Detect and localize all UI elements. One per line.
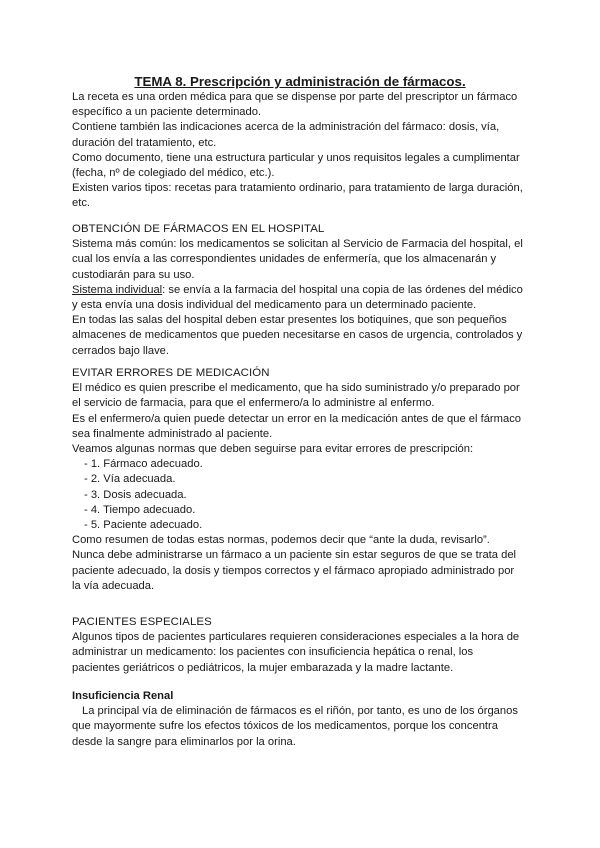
page-title: TEMA 8. Prescripción y administración de fármacos. bbox=[134, 74, 466, 89]
errores-heading: EVITAR ERRORES DE MEDICACIÓN bbox=[72, 367, 270, 379]
list-item: - 2. Vía adecuada. bbox=[84, 473, 176, 486]
sistema-individual-label: Sistema individual bbox=[72, 283, 163, 296]
errores-paragraph-1: El médico es quien prescribe el medicamento, que ha sido suministrado y/o preparado por el servicio de farmacia, para que el enfermero/a lo administre al enfermo. bbox=[72, 382, 520, 410]
renal-section bbox=[72, 689, 524, 750]
normas-list bbox=[72, 457, 524, 533]
obtencion-section bbox=[72, 222, 524, 359]
obtencion-heading: OBTENCIÓN DE FÁRMACOS EN EL HOSPITAL bbox=[72, 223, 325, 235]
pacientes-paragraph-1: Algunos tipos de pacientes particulares requieren consideraciones especiales a la hora de administrar un medicamento: los pacientes con insuficiencia hepática o renal, los pacientes geriátricos o pediátricos, la mujer embarazada y la madre lactante. bbox=[72, 631, 520, 674]
obtencion-paragraph-1: Sistema más común: los medicamentos se solicitan al Servicio de Farmacia del hospital, el cual los envía a las correspondientes unidades de enfermería, que los almacenarán y custodiarán para su uso. bbox=[72, 238, 523, 281]
intro-paragraph-1: La receta es una orden médica para que se dispense por parte del prescriptor un fármaco específico a un paciente determinado. bbox=[72, 91, 518, 119]
renal-paragraph-1: La principal vía de eliminación de fármacos es el riñón, por tanto, es uno de los órganos que mayormente sufre los efectos tóxicos de los medicamentos, porque los concentra desde la sangre para eliminarlos por la orina. bbox=[72, 705, 518, 748]
errores-paragraph-5: Nunca debe administrarse un fármaco a un paciente sin estar seguros de que se trata del paciente adecuado, la dosis y tiempos correctos y el fármaco apropiado administrado por la vía adecuada. bbox=[72, 549, 517, 592]
renal-heading: Insuficiencia Renal bbox=[72, 690, 174, 702]
list-item: - 3. Dosis adecuada. bbox=[84, 488, 187, 501]
intro-section bbox=[72, 90, 524, 212]
intro-paragraph-2: Contiene también las indicaciones acerca de la administración del fármaco: dosis, vía, duración del tratamiento, etc. bbox=[72, 121, 500, 149]
sistema-individual-text: : se envía a la farmacia del hospital una copia de las órdenes del médico y esta envía una dosis individual del medicamento para un determinado paciente. bbox=[72, 283, 523, 312]
errores-paragraph-3: Veamos algunas normas que deben seguirse para evitar errores de prescripción: bbox=[72, 443, 474, 456]
errores-section bbox=[72, 366, 524, 594]
obtencion-paragraph-2 bbox=[72, 283, 524, 313]
errores-paragraph-2: Es el enfermero/a quien puede detectar un error en la medicación antes de que el fármaco sea finalmente administrado al paciente. bbox=[72, 412, 522, 440]
intro-paragraph-3: Como documento, tiene una estructura particular y unos requisitos legales a cumplimentar (fecha, nº de colegiado del médico, etc.). bbox=[72, 151, 520, 180]
list-item: - 4. Tiempo adecuado. bbox=[84, 503, 196, 516]
errores-paragraph-4: Como resumen de todas estas normas, podemos decir que “ante la duda, revisarlo”. bbox=[72, 534, 490, 547]
list-item: - 5. Paciente adecuado. bbox=[84, 519, 203, 532]
intro-paragraph-4: Existen varios tipos: recetas para tratamiento ordinario, para tratamiento de larga duración, etc. bbox=[72, 182, 523, 210]
pacientes-heading: PACIENTES ESPECIALES bbox=[72, 616, 212, 628]
pacientes-section bbox=[72, 615, 524, 676]
obtencion-paragraph-3: En todas las salas del hospital deben estar presentes los botiquines, que son pequeños almacenes de medicamentos que pueden necesitarse en casos de urgencia, controlados y cerrados bajo llave. bbox=[72, 314, 523, 357]
list-item: - 1. Fármaco adecuado. bbox=[84, 458, 203, 471]
